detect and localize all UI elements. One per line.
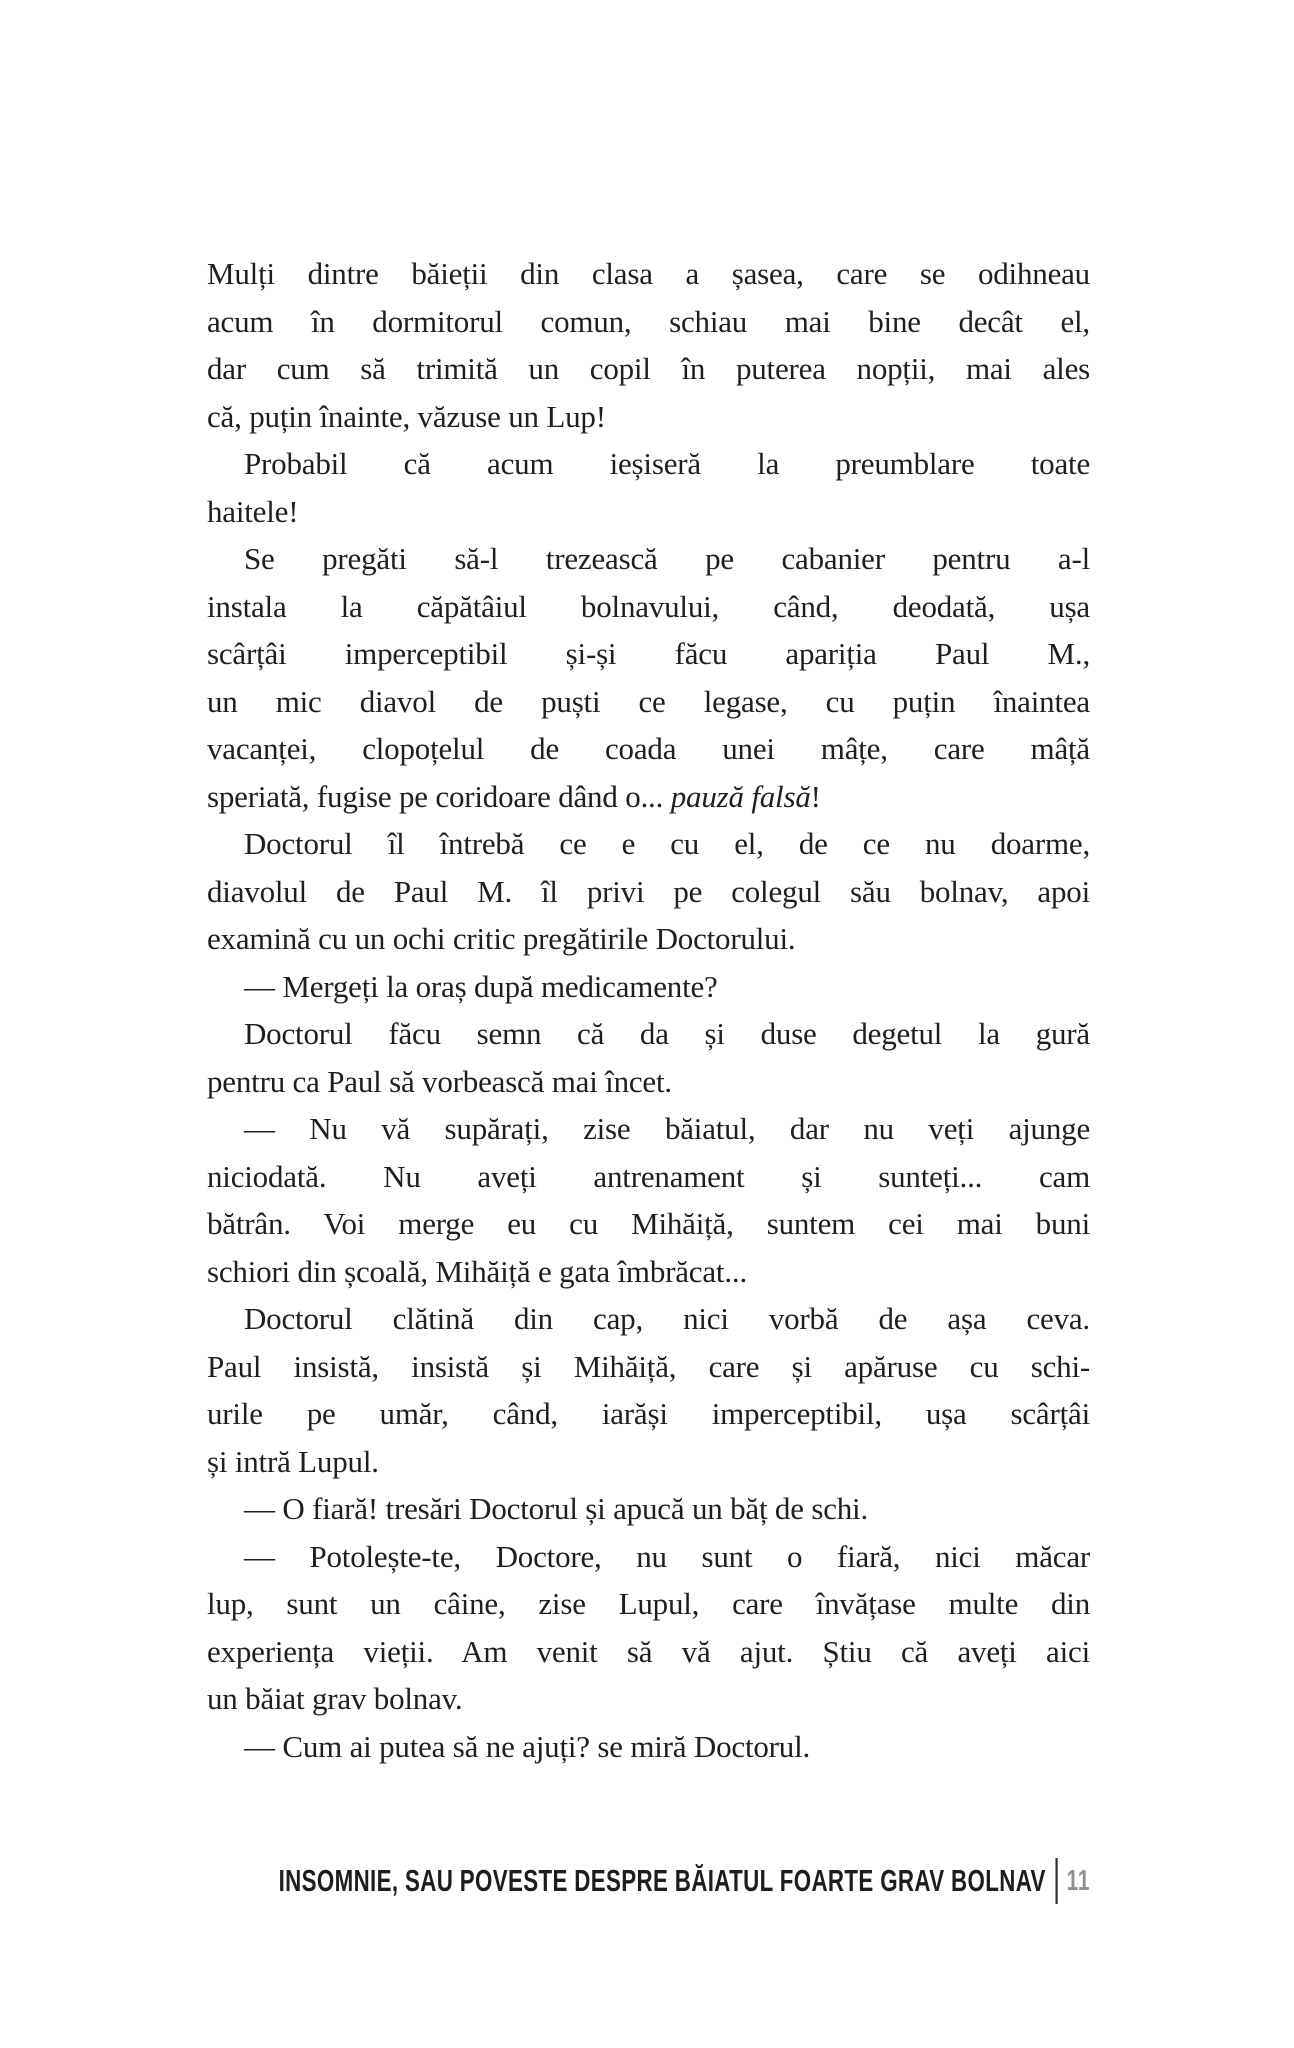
text-line: haitele! [207,493,299,529]
text-line: instala la căpătâiul bolnavului, când, deodată, ușa [207,588,1090,624]
text-line: Mulți dintre băieții din clasa a șasea, care se odihneau [207,256,1090,291]
text-line: examină cu un ochi critic pregătirile Doctorului. [207,921,796,956]
text-line: Doctorul făcu semn că da și duse degetul la gură [244,1016,1090,1051]
text-line: schiori din școală, Mihăiță e gata îmbrăcat... [207,1253,747,1289]
text-line: că, puțin înainte, văzuse un Lup! [207,398,606,434]
text-line: și intră Lupul. [207,1443,379,1479]
text-line: Probabil că acum ieșiseră la preumblare toate [244,446,1090,481]
text-line: pentru ca Paul să vorbească mai încet. [207,1063,672,1099]
text-line: scârțâi imperceptibil și-și făcu apariția Paul M., [207,636,1090,671]
text-line: urile pe umăr, când, iarăși imperceptibil, ușa scârțâi [207,1396,1090,1431]
chapter-title: INSOMNIE, SAU POVESTE DESPRE BĂIATUL FOARTE GRAV BOLNAV [278,1863,1046,1898]
text-line: — Nu vă supărați, zise băiatul, dar nu veți ajunge [244,1111,1090,1146]
text-line: acum în dormitorul comun, schiau mai bine decât el, [207,303,1090,339]
text-line: bătrân. Voi merge eu cu Mihăiță, suntem cei mai buni [207,1206,1090,1241]
text-line: lup, sunt un câine, zise Lupul, care învățase multe din [207,1586,1090,1621]
text-line: un băiat grav bolnav. [207,1681,463,1716]
page-footer [278,1856,1090,1906]
text-line: diavolul de Paul M. îl privi pe colegul său bolnav, apoi [207,873,1090,909]
text-line: dar cum să trimită un copil în puterea nopții, mai ales [207,351,1090,386]
text-line: Paul insistă, insistă și Mihăiță, care și apăruse cu schi- [207,1348,1090,1384]
text-line: — O fiară! tresări Doctorul și apucă un băț de schi. [244,1491,869,1526]
text-line: Doctorul clătină din cap, nici vorbă de așa ceva. [244,1301,1090,1336]
text-line: — Cum ai putea să ne ajuți? se miră Doctorul. [244,1728,811,1764]
text-line: vacanței, clopoțelul de coada unei mâțe, care mâță [207,731,1090,766]
page-number: 11 [1066,1864,1090,1897]
text-line: un mic diavol de puști ce legase, cu puțin înaintea [207,683,1090,719]
text-segment: ! [810,778,821,814]
text-line: experiența vieții. Am venit să vă ajut. Știu că aveți aici [207,1633,1090,1669]
footer-separator [1055,1858,1057,1904]
italic-text-segment: pauză falsă [670,778,811,814]
text-segment: speriată, fugise pe coridoare dând o... [207,778,671,814]
text-line: — Potolește-te, Doctore, nu sunt o fiară, nici măcar [244,1538,1090,1574]
text-line: niciodată. Nu aveți antrenament și sunteți... cam [207,1158,1090,1194]
text-line: Se pregăti să-l trezească pe cabanier pentru a-l [244,541,1090,576]
body-text [207,250,1090,1770]
text-line: Doctorul îl întrebă ce e cu el, de ce nu doarme, [244,826,1090,861]
text-line [207,773,1090,821]
text-line: — Mergeți la oraș după medicamente? [244,968,718,1004]
